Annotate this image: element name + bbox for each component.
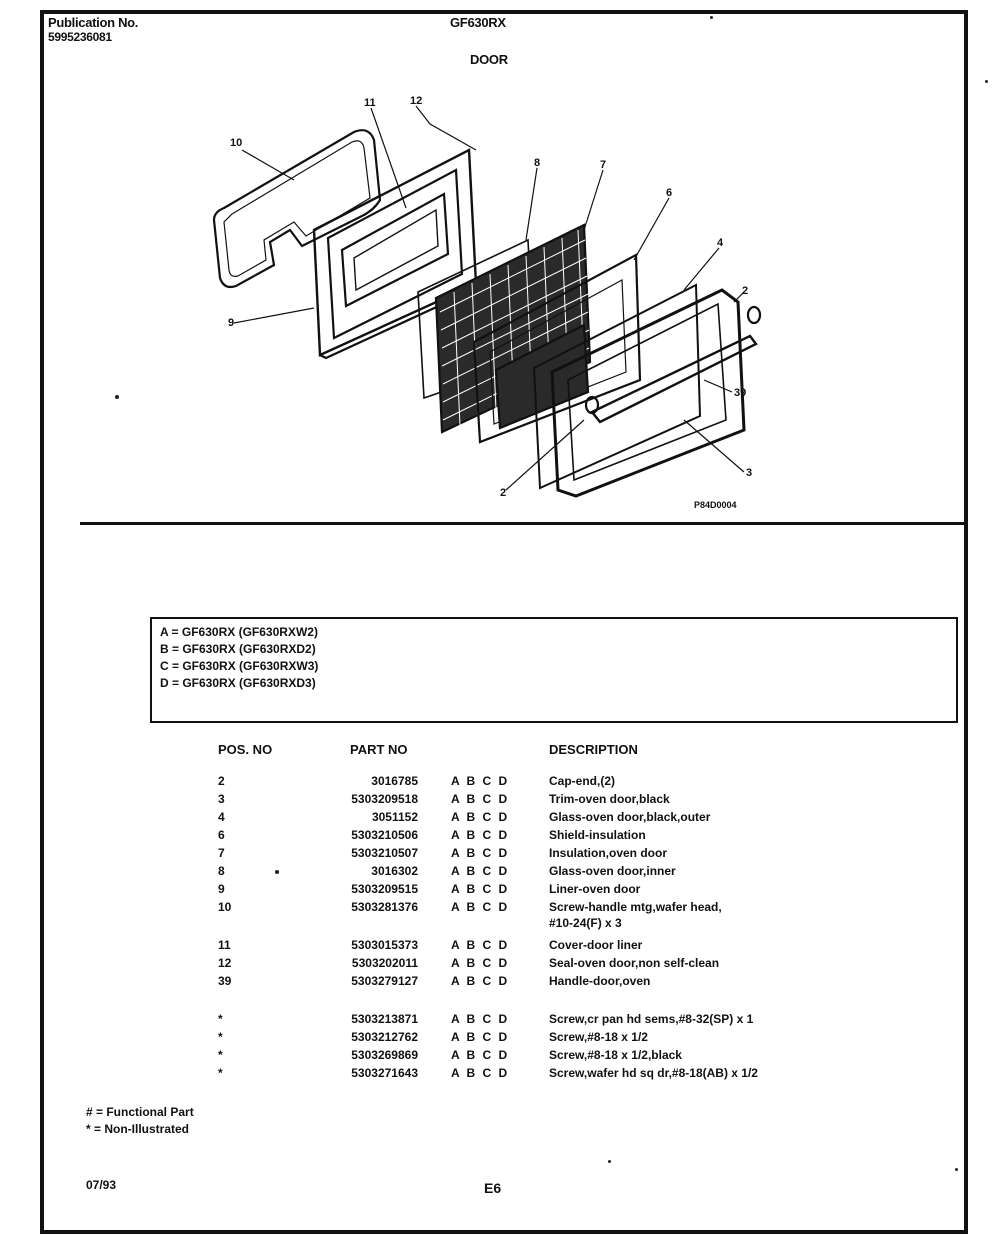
callout-label: 9 — [228, 317, 235, 329]
table-row — [0, 1030, 1000, 1048]
part-number-cell: 5303269869 — [351, 1048, 418, 1062]
section-title: DOOR — [470, 52, 508, 67]
header-part-no: PART NO — [350, 742, 408, 757]
part-number-cell: 5303015373 — [351, 938, 418, 952]
table-row — [0, 938, 1000, 956]
pos-cell: * — [218, 1030, 223, 1044]
header-description: DESCRIPTION — [549, 742, 638, 757]
pos-cell: 7 — [218, 846, 225, 860]
description-cell: Cap-end,(2) — [549, 774, 615, 788]
description-cell: Screw,wafer hd sq dr,#8-18(AB) x 1/2 — [549, 1066, 758, 1080]
pos-cell: 10 — [218, 900, 232, 914]
part-number-cell: 5303209518 — [351, 792, 418, 806]
scan-speck — [985, 80, 988, 83]
callout-label: 2 — [500, 487, 507, 499]
table-row — [0, 882, 1000, 900]
table-row — [0, 864, 1000, 882]
pos-cell: * — [218, 1012, 223, 1026]
part-number-cell: 5303202011 — [351, 956, 418, 970]
callout-label: 6 — [666, 187, 673, 199]
callout-label: 39 — [734, 387, 747, 399]
description-cell: Insulation,oven door — [549, 846, 668, 860]
callout-label: 4 — [717, 237, 724, 249]
table-row — [0, 956, 1000, 974]
part-number-cell: 5303279127 — [351, 974, 418, 988]
footer-date: 07/93 — [86, 1178, 117, 1192]
scan-speck — [115, 395, 119, 399]
scan-speck — [608, 1160, 611, 1163]
table-row — [0, 792, 1000, 810]
model-title: GF630RX — [450, 15, 506, 30]
part-number-cell: 5303271643 — [351, 1066, 418, 1080]
models-cell: A B C D — [451, 828, 510, 842]
description-cell: Trim-oven door,black — [549, 792, 670, 806]
part-number-cell: 5303281376 — [351, 900, 418, 914]
pos-cell: 12 — [218, 956, 232, 970]
page-number: E6 — [484, 1180, 502, 1196]
table-row — [0, 810, 1000, 828]
callout-label: 10 — [230, 137, 243, 149]
header-pos-no: POS. NO — [218, 742, 273, 757]
model-line: B = GF630RX (GF630RXD2) — [160, 642, 316, 656]
part-number-cell: 5303213871 — [351, 1012, 418, 1026]
models-cell: A B C D — [451, 974, 510, 988]
description-cell: Cover-door liner — [549, 938, 643, 952]
model-line: D = GF630RX (GF630RXD3) — [160, 676, 316, 690]
description-cell: Handle-door,oven — [549, 974, 651, 988]
callout-label: 12 — [410, 95, 423, 107]
pos-cell: 2 — [218, 774, 225, 788]
pos-cell: 9 — [218, 882, 225, 896]
table-row — [0, 1066, 1000, 1084]
description-cell: Seal-oven door,non self-clean — [549, 956, 720, 970]
description-cell-continued: #10-24(F) x 3 — [549, 916, 622, 930]
table-row — [0, 846, 1000, 864]
models-cell: A B C D — [451, 810, 510, 824]
model-line: C = GF630RX (GF630RXW3) — [160, 659, 319, 673]
table-row — [0, 900, 1000, 930]
model-legend-box — [150, 617, 958, 723]
callout-label: 7 — [600, 159, 607, 171]
pos-cell: * — [218, 1066, 223, 1080]
description-cell: Screw-handle mtg,wafer head, — [549, 900, 722, 914]
scan-speck — [710, 16, 713, 19]
description-cell: Screw,#8-18 x 1/2,black — [549, 1048, 682, 1062]
callout-label: 11 — [364, 97, 376, 109]
models-cell: A B C D — [451, 846, 510, 860]
description-cell: Liner-oven door — [549, 882, 641, 896]
scan-speck — [275, 870, 279, 874]
publication-label: Publication No. — [48, 15, 139, 30]
pos-cell: 39 — [218, 974, 232, 988]
part-number-cell: 3016785 — [371, 774, 418, 788]
scan-speck — [955, 1168, 958, 1171]
description-cell: Glass-oven door,black,outer — [549, 810, 711, 824]
figure-code: P84D0004 — [694, 500, 737, 510]
models-cell: A B C D — [451, 938, 510, 952]
pos-cell: 3 — [218, 792, 225, 806]
publication-number: 5995236081 — [48, 30, 112, 44]
section-divider — [80, 522, 964, 525]
table-row — [0, 1012, 1000, 1030]
table-row — [0, 974, 1000, 992]
legend-non-illustrated: * = Non-Illustrated — [86, 1122, 190, 1136]
pos-cell: 11 — [218, 938, 231, 952]
part-number-cell: 5303209515 — [351, 882, 418, 896]
models-cell: A B C D — [451, 1030, 510, 1044]
callout-label: 3 — [746, 467, 753, 479]
model-line: A = GF630RX (GF630RXW2) — [160, 625, 318, 639]
callout-label: 2 — [742, 285, 749, 297]
part-number-cell: 5303210506 — [351, 828, 418, 842]
part-number-cell: 5303212762 — [351, 1030, 418, 1044]
table-row — [0, 1048, 1000, 1066]
description-cell: Glass-oven door,inner — [549, 864, 676, 878]
models-cell: A B C D — [451, 900, 510, 914]
models-cell: A B C D — [451, 1012, 510, 1026]
models-cell: A B C D — [451, 792, 510, 806]
part-number-cell: 3016302 — [371, 864, 418, 878]
models-cell: A B C D — [451, 1066, 510, 1080]
legend-functional: # = Functional Part — [86, 1105, 194, 1119]
table-row — [0, 828, 1000, 846]
part-number-cell: 5303210507 — [351, 846, 418, 860]
pos-cell: 6 — [218, 828, 225, 842]
models-cell: A B C D — [451, 956, 510, 970]
description-cell: Shield-insulation — [549, 828, 646, 842]
pos-cell: 8 — [218, 864, 225, 878]
part-number-cell: 3051152 — [371, 810, 418, 824]
exploded-door-diagram — [44, 80, 964, 520]
table-row — [0, 774, 1000, 792]
description-cell: Screw,cr pan hd sems,#8-32(SP) x 1 — [549, 1012, 754, 1026]
models-cell: A B C D — [451, 1048, 510, 1062]
description-cell: Screw,#8-18 x 1/2 — [549, 1030, 648, 1044]
pos-cell: * — [218, 1048, 223, 1062]
handle-part — [592, 336, 756, 422]
models-cell: A B C D — [451, 774, 510, 788]
callout-label: 8 — [534, 157, 541, 169]
models-cell: A B C D — [451, 882, 510, 896]
models-cell: A B C D — [451, 864, 510, 878]
pos-cell: 4 — [218, 810, 225, 824]
